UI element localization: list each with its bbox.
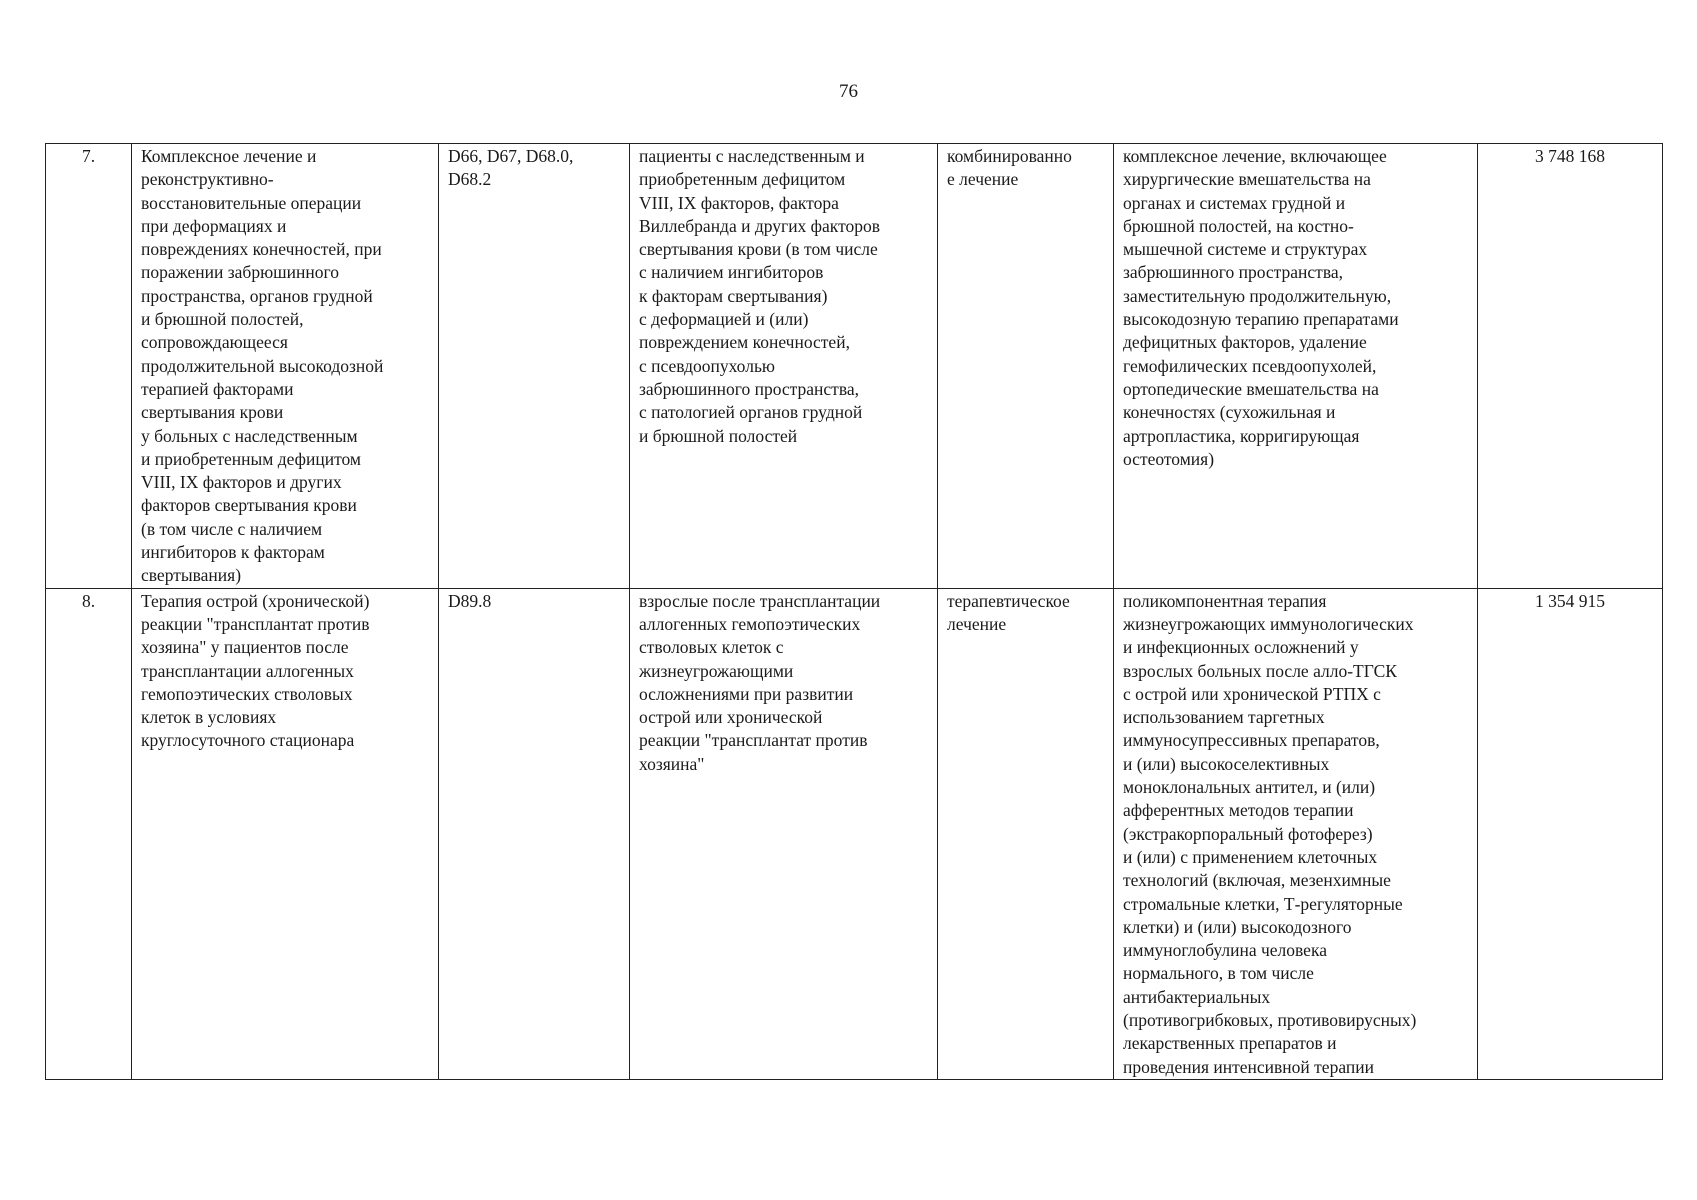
patient-model-cell: пациенты с наследственным и приобретенным дефицитом VIII, IX факторов, фактора Виллебранда и других факторов свертывания крови (в том числе с наличием ингибиторов к факторам свертывания) с деформацией и (или) повреждением конечностей, с псевдоопухолью забрюшинного пространства, с патологией органов грудной и брюшной полостей: [630, 144, 938, 589]
row-number-cell: 8.: [46, 588, 132, 1079]
table-row: [46, 588, 1663, 1079]
icd-codes-cell: D66, D67, D68.0, D68.2: [439, 144, 630, 589]
patient-model-cell: взрослые после трансплантации аллогенных гемопоэтических стволовых клеток с жизнеугрожающими осложнениями при развитии острой или хронической реакции "трансплантат против хозяина": [630, 588, 938, 1079]
care-name-cell: Терапия острой (хронической) реакции "трансплантат против хозяина" у пациентов после трансплантации аллогенных гемопоэтических стволовых клеток в условиях круглосуточного стационара: [132, 588, 439, 1079]
icd-codes-cell: D89.8: [439, 588, 630, 1079]
page-number: 76: [839, 81, 858, 102]
cost-cell: 1 354 915: [1478, 588, 1663, 1079]
table-row: [46, 144, 1663, 589]
care-name-cell: Комплексное лечение и реконструктивно- восстановительные операции при деформациях и повреждениях конечностей, при поражении забрюшинного пространства, органов грудной и брюшной полостей, сопровождающееся продолжительной высокодозной терапией факторами свертывания крови у больных с наследственным и приобретенным дефицитом VIII, IX факторов и других факторов свертывания крови (в том числе с наличием ингибиторов к факторам свертывания): [132, 144, 439, 589]
cost-cell: 3 748 168: [1478, 144, 1663, 589]
row-number-cell: 7.: [46, 144, 132, 589]
treatment-method-cell: поликомпонентная терапия жизнеугрожающих иммунологических и инфекционных осложнений у взрослых больных после алло-ТГСК с острой или хронической РТПХ с использованием таргетных иммуносупрессивных препаратов, и (или) высокоселективных моноклональных антител, и (или) афферентных методов терапии (экстракорпоральный фотоферез) и (или) с применением клеточных технологий (включая, мезенхимные стромальные клетки, Т-регуляторные клетки) и (или) высокодозного иммуноглобулина человека нормального, в том числе антибактериальных (противогрибковых, противовирусных) лекарственных препаратов и проведения интенсивной терапии: [1114, 588, 1478, 1079]
treatment-method-cell: комплексное лечение, включающее хирургические вмешательства на органах и системах грудной и брюшной полостей, на костно- мышечной системе и структурах забрюшинного пространства, заместительную продолжительную, высокодозную терапию препаратами дефицитных факторов, удаление гемофилических псевдоопухолей, ортопедические вмешательства на конечностях (сухожильная и артропластика, корригирующая остеотомия): [1114, 144, 1478, 589]
treatment-type-cell: комбинированно е лечение: [938, 144, 1114, 589]
medical-care-table: [45, 143, 1663, 1080]
treatment-type-cell: терапевтическое лечение: [938, 588, 1114, 1079]
